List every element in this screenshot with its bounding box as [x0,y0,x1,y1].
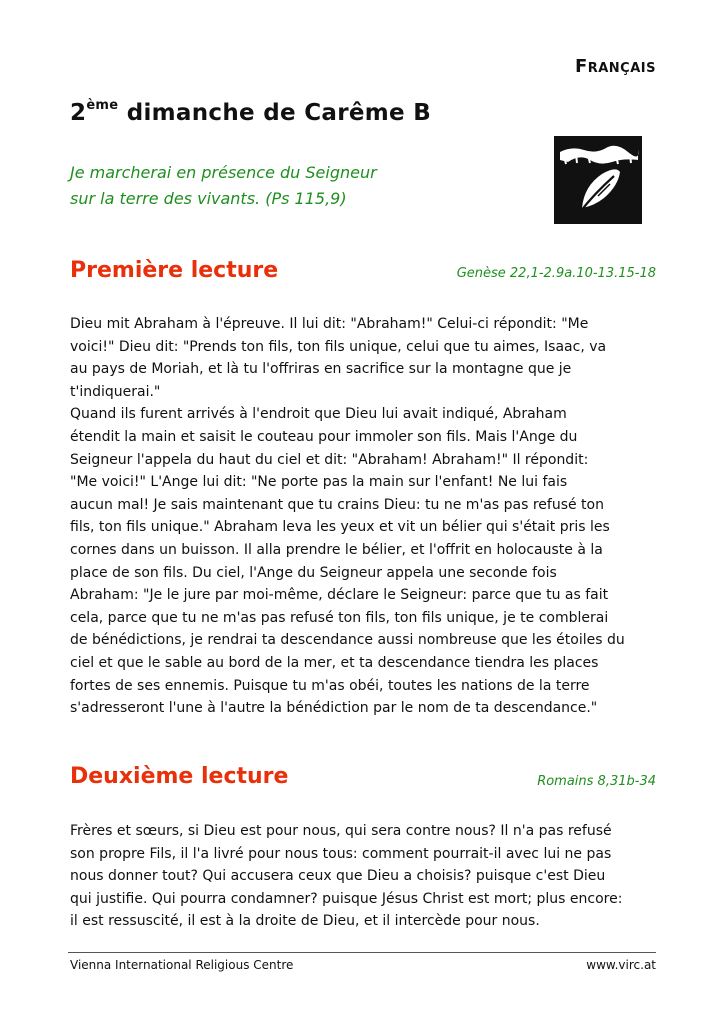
text-line: Quand ils furent arrivés à l'endroit que Dieu lui avait indiqué, Abraham [70,406,567,423]
title-text: dimanche de Carême B [118,100,432,126]
text-line: t'indiquerai." [70,383,161,400]
title-superscript: ème [86,98,119,114]
footer-website: www.virc.at [586,958,656,972]
footer-divider [68,952,656,953]
feather-logo-icon [554,136,642,224]
reading2-heading: Deuxième lecture [70,764,289,789]
text-line: cela, parce que tu ne m'as pas refusé ton fils, ton fils unique, je te comblerai [70,609,609,626]
reading2-reference: Romains 8,31b-34 [537,774,656,789]
text-line: place de son fils. Du ciel, l'Ange du Seigneur appela une seconde fois [70,564,557,581]
text-line: Frères et sœurs, si Dieu est pour nous, qui sera contre nous? Il n'a pas refusé [70,823,612,839]
text-line: cornes dans un buisson. Il alla prendre le bélier, et l'offrit en holocauste à la [70,541,603,558]
text-line: il est ressuscité, il est à la droite de Dieu, et il intercède pour nous. [70,913,540,930]
text-line: voici!" Dieu dit: "Prends ton fils, ton fils unique, celui que tu aimes, Isaac, va [70,338,607,355]
reading1-reference: Genèse 22,1-2.9a.10-13.15-18 [456,266,656,281]
language-label: Français [574,56,656,77]
text-line: Dieu mit Abraham à l'épreuve. Il lui dit: "Abraham!" Celui-ci répondit: "Me [70,316,589,332]
text-line: "Me voici!" L'Ange lui dit: "Ne porte pas la main sur l'enfant! Ne lui fais [70,474,568,491]
text-line: étendit la main et saisit le couteau pour immoler son fils. Mais l'Ange du [70,428,578,445]
reading2-text [70,820,670,933]
text-line: aucun mal! Je sais maintenant que tu crains Dieu: tu ne m'as pas refusé ton [70,496,604,513]
text-line: fils, ton fils unique." Abraham leva les yeux et vit un bélier qui s'était pris les [70,519,610,536]
text-line: au pays de Moriah, et là tu l'offriras en sacrifice sur la montagne que je [70,361,572,378]
antiphon [70,160,490,212]
text-line: Seigneur l'appela du haut du ciel et dit: "Abraham! Abraham!" Il répondit: [70,451,589,468]
reading1-text [70,313,670,720]
text-line: fortes de ses ennemis. Puisque tu m'as obéi, toutes les nations de la terre [70,677,590,694]
title-number: 2 [70,100,87,126]
text-line: ciel et que le sable au bord de la mer, et ta descendance tiendra les places [70,654,599,671]
text-line: s'adresseront l'une à l'autre la bénédiction par le nom de ta descendance." [70,700,598,717]
antiphon-line-1: Je marcherai en présence du Seigneur [70,163,377,182]
text-line: de bénédictions, je rendrai ta descendance aussi nombreuse que les étoiles du [70,632,625,649]
reading1-heading: Première lecture [70,258,279,283]
text-line: qui justifie. Qui pourra condamner? puisque Jésus Christ est mort; plus encore: [70,890,623,907]
text-line: Abraham: "Je le jure par moi-même, déclare le Seigneur: parce que tu as fait [70,587,609,604]
antiphon-line-2: sur la terre des vivants. (Ps 115,9) [70,189,347,208]
footer-organization: Vienna International Religious Centre [70,958,294,972]
page-title [70,100,431,126]
text-line: nous donner tout? Qui accusera ceux que Dieu a choisis? puisque c'est Dieu [70,868,606,885]
text-line: son propre Fils, il l'a livré pour nous tous: comment pourrait-il avec lui ne pas [70,845,612,862]
